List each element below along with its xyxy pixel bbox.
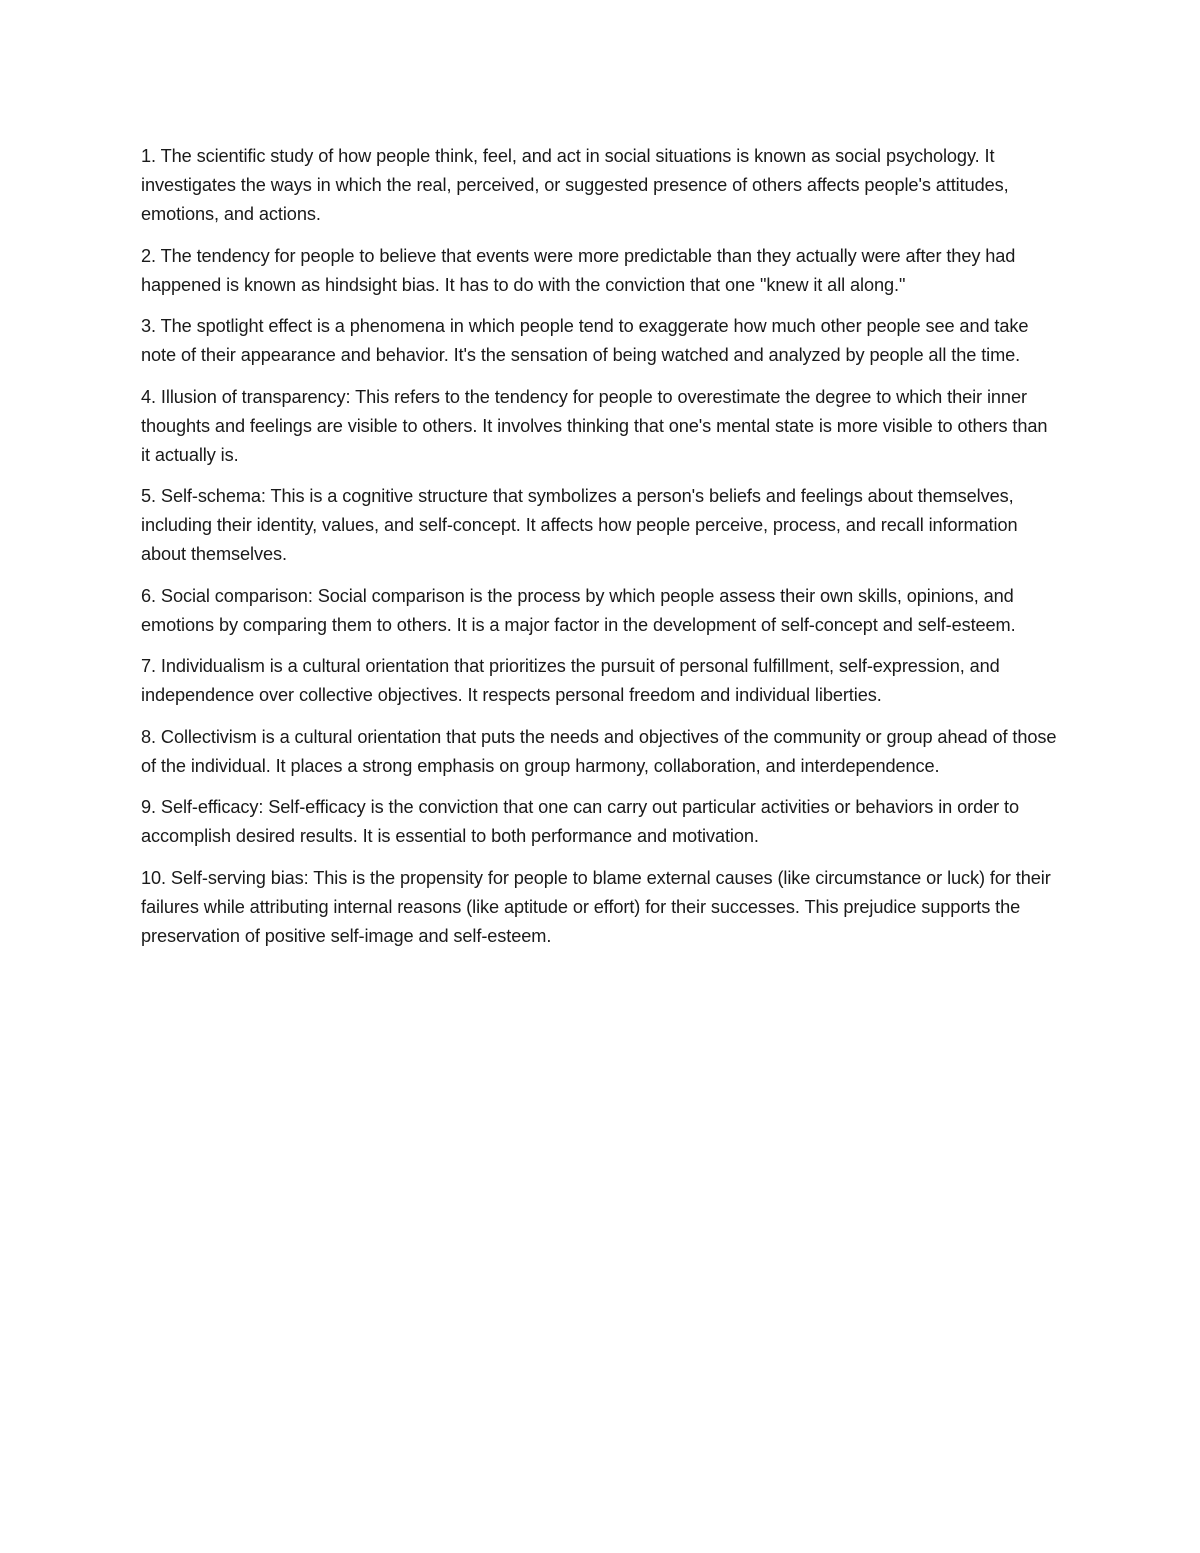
paragraph-4: 4. Illusion of transparency: This refers to the tendency for people to overestimate the degree to which their inner thoughts and feelings are visible to others. It involves thinking that one's mental state is more visible to others than it actually is. (141, 386, 1048, 465)
paragraph-3: 3. The spotlight effect is a phenomena in which people tend to exaggerate how much other people see and take note of their appearance and behavior. It's the sensation of being watched and analyzed by people all the time. (141, 316, 1029, 365)
paragraph-7: 7. Individualism is a cultural orientation that prioritizes the pursuit of personal fulfillment, self-expression, and independence over collective objectives. It respects personal freedom and individual liberties. (141, 656, 1000, 705)
paragraph-2: 2. The tendency for people to believe that events were more predictable than they actually were after they had happened is known as hindsight bias. It has to do with the conviction that one "knew it all along." (141, 245, 1016, 295)
paragraph-9: 9. Self-efficacy: Self-efficacy is the conviction that one can carry out particular activities or behaviors in order to accomplish desired results. It is essential to both performance and motivation. (141, 797, 1020, 846)
paragraph-1: 1. The scientific study of how people think, feel, and act in social situations is known as social psychology. It investigates the ways in which the real, perceived, or suggested presence of others affects people's attitudes, emotions, and actions. (141, 146, 1009, 224)
document-body (141, 142, 1061, 963)
paragraph-5: 5. Self-schema: This is a cognitive structure that symbolizes a person's beliefs and feelings about themselves, including their identity, values, and self-concept. It affects how people perceive, process, and recall information about themselves. (141, 486, 1018, 564)
paragraph-6: 6. Social comparison: Social comparison is the process by which people assess their own skills, opinions, and emotions by comparing them to others. It is a major factor in the development of self-concept and self-esteem. (141, 585, 1016, 635)
paragraph-10: 10. Self-serving bias: This is the propensity for people to blame external causes (like circumstance or luck) for their failures while attributing internal reasons (like aptitude or effort) for their successes. This prejudice supports the preservation of positive self-image and self-esteem. (141, 867, 1051, 946)
paragraph-8: 8. Collectivism is a cultural orientation that puts the needs and objectives of the community or group ahead of those of the individual. It places a strong emphasis on group harmony, collaboration, and interdependence. (141, 726, 1057, 776)
